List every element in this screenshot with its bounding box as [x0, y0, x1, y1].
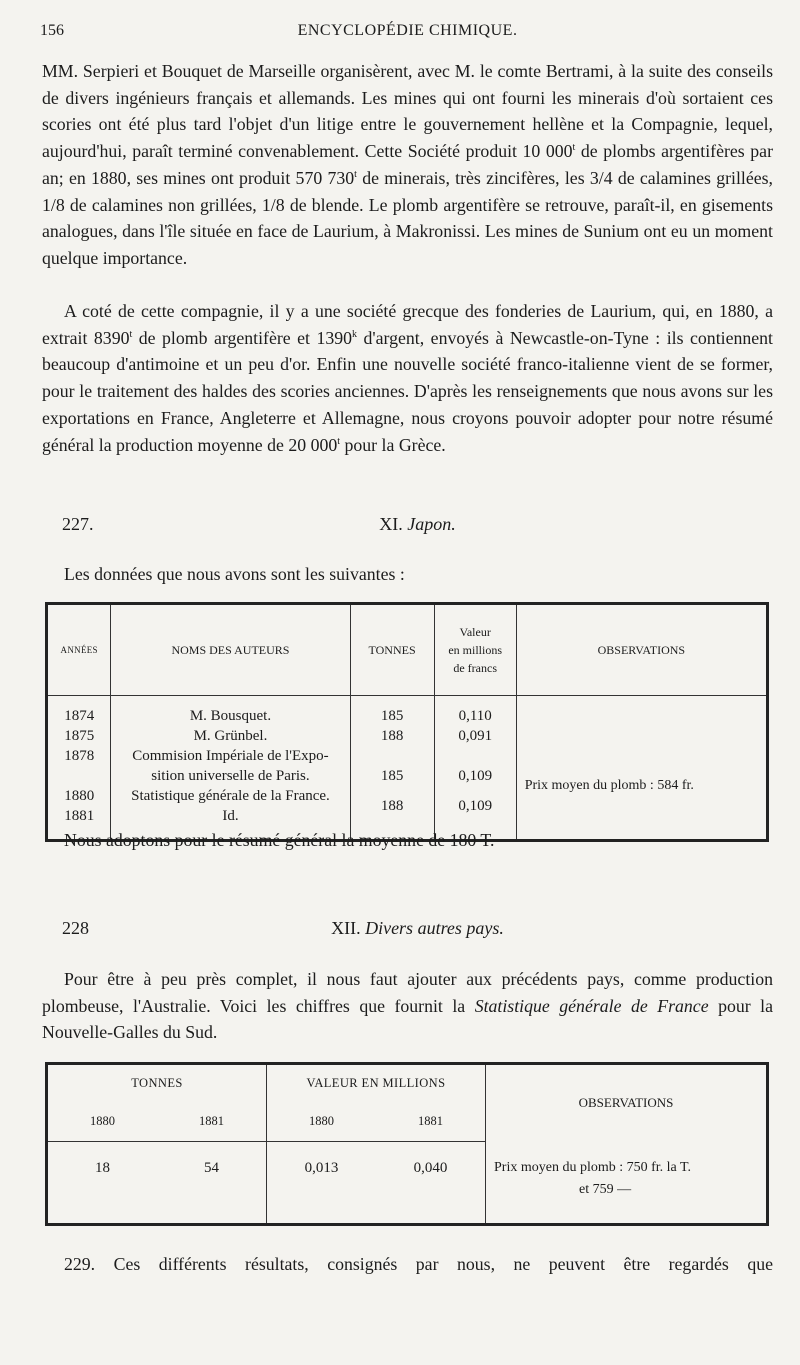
p1-text-a: MM. Serpieri et Bouquet de Marseille organisèrent, avec M. le comte Bertrami, à la suite des conseils de divers ingénieurs français et allemands. Les mines qui ont fourni les minerais d'où sortaient ces scories ont été plus tard l'objet d'un litige entre le gouvernement hellène et la Compagnie, lequel, aujourd'hui, paraît terminé convenablement. Cette Société produit 10 000 [42, 61, 773, 162]
page-header [40, 22, 775, 48]
observation-text: Prix moyen du plomb : 584 fr. [524, 778, 694, 793]
value-amount [435, 746, 516, 766]
value-amount: 0,109 [458, 798, 493, 814]
p3-text-a: Pour être à peu près complet, il nous faut ajouter aux précédents pays, comme production plombeuse, l'Australie. Voici les chiffres que fournit la [42, 969, 773, 1016]
p2-text-d: pour la Grèce. [340, 434, 446, 455]
author: Commision Impériale de l'Expo- [132, 748, 329, 764]
value-amount: 0,110 [458, 708, 492, 724]
col-value [434, 604, 516, 696]
year: 1880 [64, 788, 95, 804]
year: 1878 [64, 748, 95, 764]
page-number: 156 [40, 22, 64, 39]
japan-table [45, 602, 769, 842]
authors-cell [111, 696, 350, 841]
col-value-line1: Valeur [459, 625, 491, 639]
p1-text-b: de plombs argentifères par an; en 1880, ses mines ont produit 570 730 [42, 141, 773, 188]
year: 1881 [64, 808, 95, 824]
section-number: 228 [62, 918, 89, 938]
observation-line-2: et 759 — [579, 1181, 632, 1197]
paragraph-australia [42, 966, 773, 1046]
paragraph-229: 229. Ces différents résultats, consignés par nous, ne peuvent être regardés que [64, 1254, 773, 1274]
p2-text-a: A coté de cette compagnie, il y a une société grecque des fonderies de Laurium, qui, en 1880, a extrait 8390 [42, 301, 773, 348]
value-1881: 0,040 [413, 1160, 448, 1176]
section-title-italic: Japon. [407, 514, 456, 534]
year-1881: 1881 [376, 1101, 486, 1142]
year-1880: 1880 [267, 1101, 377, 1142]
p3-text-b: pour la Nouvelle-Galles du Sud. [42, 995, 773, 1043]
year: 1874 [64, 708, 95, 724]
group-value: VALEUR EN MILLIONS [267, 1064, 486, 1102]
summary-227: Nous adoptons pour le résumé général la moyenne de 180 T. [64, 830, 495, 850]
tonnes-1880: 18 [95, 1160, 110, 1176]
years-cell [47, 696, 111, 841]
year: 1875 [64, 728, 95, 744]
author: Statistique générale de la France. [131, 788, 330, 804]
tonnes-value: 185 [380, 708, 404, 724]
section-number: 227. [62, 514, 94, 534]
group-tonnes: TONNES [131, 1075, 183, 1090]
value-1880: 0,013 [267, 1142, 377, 1225]
col-tonnes: TONNES [350, 604, 434, 696]
paragraph-greece-mines [42, 58, 773, 272]
paragraph-laurium-foundry [42, 298, 773, 458]
observations-header: OBSERVATIONS [486, 1064, 768, 1142]
p1-text-c: de minerais, très zincifères, les 3/4 de calamines grillées, 1/8 de calamines non grillées, 1/8 de blende. Le plomb argentifère se retrouve, paraît-il, en gisements analogues, dans l'île située en face de Laurium, à Makronissi. Les mines de Sunium ont eu un moment quelque importance. [42, 167, 773, 268]
p2-sup-1: t [129, 328, 133, 340]
section-roman: XII. [331, 918, 361, 938]
tonnes-1881: 54 [204, 1160, 219, 1176]
col-years: ANNÉES [47, 604, 111, 696]
tonnes-value [351, 746, 434, 766]
value-cell [434, 696, 516, 841]
tonnes-value: 188 [380, 728, 404, 744]
p1-sup-1: t [572, 142, 576, 154]
p3-italic: Statistique générale de France [474, 995, 709, 1016]
section-title-italic: Divers autres pays. [365, 918, 504, 938]
tonnes-cell [350, 696, 434, 841]
value-amount: 0,109 [458, 768, 493, 784]
col-value-line2: en millions [448, 643, 503, 657]
year-1881: 1881 [157, 1101, 267, 1142]
value-amount: 0,091 [458, 728, 493, 744]
col-observations: OBSERVATIONS [516, 604, 767, 696]
table-row [47, 696, 768, 841]
author: M. Bousquet. [189, 708, 272, 724]
section-roman: XI. [379, 514, 403, 534]
author: M. Grünbel. [193, 728, 268, 744]
section-title [62, 514, 773, 535]
tonnes-value: 185 [380, 768, 404, 784]
intro-227: Les données que nous avons sont les suivantes : [64, 564, 405, 584]
p2-sup-2: k [352, 328, 358, 340]
p2-text-c: d'argent, envoyés à Newcastle-on-Tyne : ils contiennent beaucoup d'antimoine et un peu d'or. Enfin une nouvelle société franco-italienne vient de se former, pour le traitement des haldes des scories anciennes. D'après les renseignements que nous avons sur les exportations en France, Angleterre et Allemagne, nous croyons pouvoir adopter pour notre résumé général la production moyenne de 20 000 [42, 327, 773, 455]
running-title: ENCYCLOPÉDIE CHIMIQUE. [297, 22, 518, 39]
year-1880: 1880 [47, 1101, 158, 1142]
observations-cell [516, 696, 767, 841]
australia-table [45, 1062, 769, 1226]
p2-sup-3: t [337, 435, 341, 447]
table-row [47, 1142, 768, 1225]
year [48, 766, 110, 786]
p2-text-b: de plomb argentifère et 1390 [132, 327, 353, 348]
p1-sup-2: t [354, 168, 357, 180]
col-authors: NOMS DES AUTEURS [111, 604, 350, 696]
section-title [62, 918, 773, 939]
author: Id. [222, 808, 239, 824]
observation-line-1: Prix moyen du plomb : 750 fr. la T. [494, 1159, 692, 1175]
author: sition universelle de Paris. [151, 768, 310, 784]
col-value-line3: de francs [453, 661, 497, 675]
observation-cell [486, 1142, 768, 1225]
tonnes-value: 188 [380, 798, 404, 814]
